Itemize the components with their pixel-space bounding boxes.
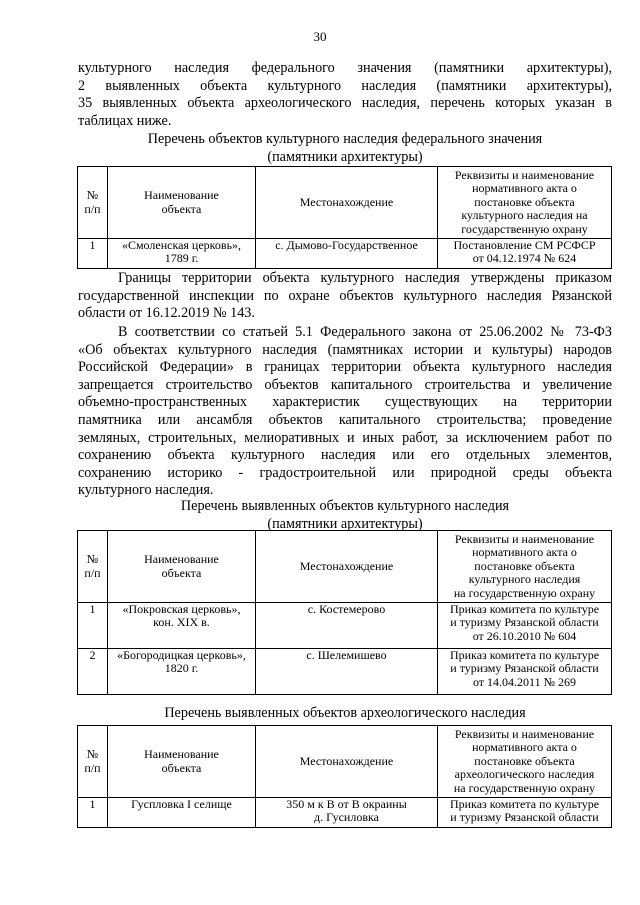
table-federal-heritage bbox=[77, 166, 612, 269]
paragraph-line: сохранению историко - градостроительной или природной среды объекта bbox=[78, 464, 612, 481]
cell-requisites: Приказ комитета по культуре и туризму Рязанской области от 14.04.2011 № 269 bbox=[438, 649, 612, 695]
intro-line: культурного наследия федерального значения (памятники архитектуры), bbox=[78, 60, 612, 76]
cell-location: с. Шелемишево bbox=[256, 649, 438, 695]
table2-subtitle: (памятники архитектуры) bbox=[267, 515, 423, 532]
table-row bbox=[78, 603, 612, 649]
table-row bbox=[78, 649, 612, 695]
page-number: 30 bbox=[313, 29, 327, 44]
header-name: Наименование объекта bbox=[108, 726, 256, 798]
cell-num: 2 bbox=[78, 649, 108, 695]
table-header-row bbox=[78, 531, 612, 603]
paragraph-line: области от 16.12.2019 № 143. bbox=[78, 305, 255, 322]
header-location: Местонахождение bbox=[256, 167, 438, 239]
boundaries-paragraph bbox=[78, 270, 612, 323]
intro-line: 2 выявленных объекта культурного наследия (памятники архитектуры), bbox=[78, 77, 612, 94]
header-requisites: Реквизиты и наименование нормативного акта о постановке объекта археологического наследия на государственную охрану bbox=[438, 726, 612, 798]
table2-title: Перечень выявленных объектов культурного наследия bbox=[180, 498, 510, 514]
header-requisites: Реквизиты и наименование нормативного акта о постановке объекта культурного наследия на государственную охрану bbox=[438, 531, 612, 603]
header-location: Местонахождение bbox=[256, 726, 438, 798]
intro-line: таблицах ниже. bbox=[78, 112, 172, 129]
intro-paragraph bbox=[78, 60, 612, 130]
table3-heading: Перечень выявленных объектов археологического наследия bbox=[164, 705, 526, 721]
header-location: Местонахождение bbox=[256, 531, 438, 603]
cell-num: 1 bbox=[78, 798, 108, 828]
table2-heading bbox=[0, 498, 640, 533]
paragraph-line: сохранению объекта культурного наследия или его отдельных элементов, bbox=[78, 447, 612, 464]
header-name: Наименование объекта bbox=[108, 531, 256, 603]
header-name: Наименование объекта bbox=[108, 167, 256, 239]
table-row bbox=[78, 239, 612, 269]
table-header-row bbox=[78, 726, 612, 798]
header-num: № п/п bbox=[78, 726, 108, 798]
header-requisites: Реквизиты и наименование нормативного акта о постановке объекта культурного наследия на государственную охрану bbox=[438, 167, 612, 239]
paragraph-line: объемно-пространственных характеристик существующих на территории bbox=[78, 394, 612, 411]
restrictions-paragraph bbox=[78, 324, 612, 500]
cell-name: «Покровская церковь», кон. XIX в. bbox=[108, 603, 256, 649]
header-num: № п/п bbox=[78, 167, 108, 239]
intro-line: 35 выявленных объекта археологического наследия, перечень которых указан в bbox=[78, 95, 612, 112]
header-num: № п/п bbox=[78, 531, 108, 603]
paragraph-line: Российской Федерации» в границах территории объекта культурного наследия bbox=[78, 359, 612, 376]
cell-num: 1 bbox=[78, 239, 108, 269]
cell-name: «Смоленская церковь», 1789 г. bbox=[108, 239, 256, 269]
table-header-row bbox=[78, 167, 612, 239]
cell-location: с. Костемерово bbox=[256, 603, 438, 649]
paragraph-line: земляных, строительных, мелиоративных и иных работ, за исключением работ по bbox=[78, 429, 612, 446]
table-identified-heritage bbox=[77, 530, 612, 695]
paragraph-line: государственной инспекции по охране объектов культурного наследия Рязанской bbox=[78, 287, 612, 304]
paragraph-line: В соответствии со статьей 5.1 Федерального закона от 25.06.2002 № 73-ФЗ bbox=[118, 324, 612, 340]
cell-name: «Богородицкая церковь», 1820 г. bbox=[108, 649, 256, 695]
paragraph-line: «Об объектах культурного наследия (памятниках истории и культуры) народов bbox=[78, 341, 612, 358]
cell-location: с. Дымово-Государственное bbox=[256, 239, 438, 269]
paragraph-line: памятника или ансамбля объектов капитального строительства; проведение bbox=[78, 411, 612, 428]
table1-heading bbox=[0, 131, 640, 166]
paragraph-line: Границы территории объекта культурного наследия утверждены приказом bbox=[118, 270, 612, 286]
cell-requisites: Приказ комитета по культуре и туризму Рязанской области bbox=[438, 798, 612, 828]
cell-name: Гуспловка I селище bbox=[108, 798, 256, 828]
cell-requisites: Постановление СМ РСФСР от 04.12.1974 № 624 bbox=[438, 239, 612, 269]
table-row bbox=[78, 798, 612, 828]
cell-location: 350 м к В от В окраины д. Гусиловка bbox=[256, 798, 438, 828]
table1-title: Перечень объектов культурного наследия федерального значения bbox=[147, 131, 543, 147]
paragraph-line: запрещается строительство объектов капитального строительства и увеличение bbox=[78, 376, 612, 393]
table1-subtitle: (памятники архитектуры) bbox=[267, 148, 423, 165]
table-archaeological-heritage bbox=[77, 725, 612, 828]
cell-num: 1 bbox=[78, 603, 108, 649]
cell-requisites: Приказ комитета по культуре и туризму Рязанской области от 26.10.2010 № 604 bbox=[438, 603, 612, 649]
paragraph-line: культурного наследия. bbox=[78, 482, 214, 499]
